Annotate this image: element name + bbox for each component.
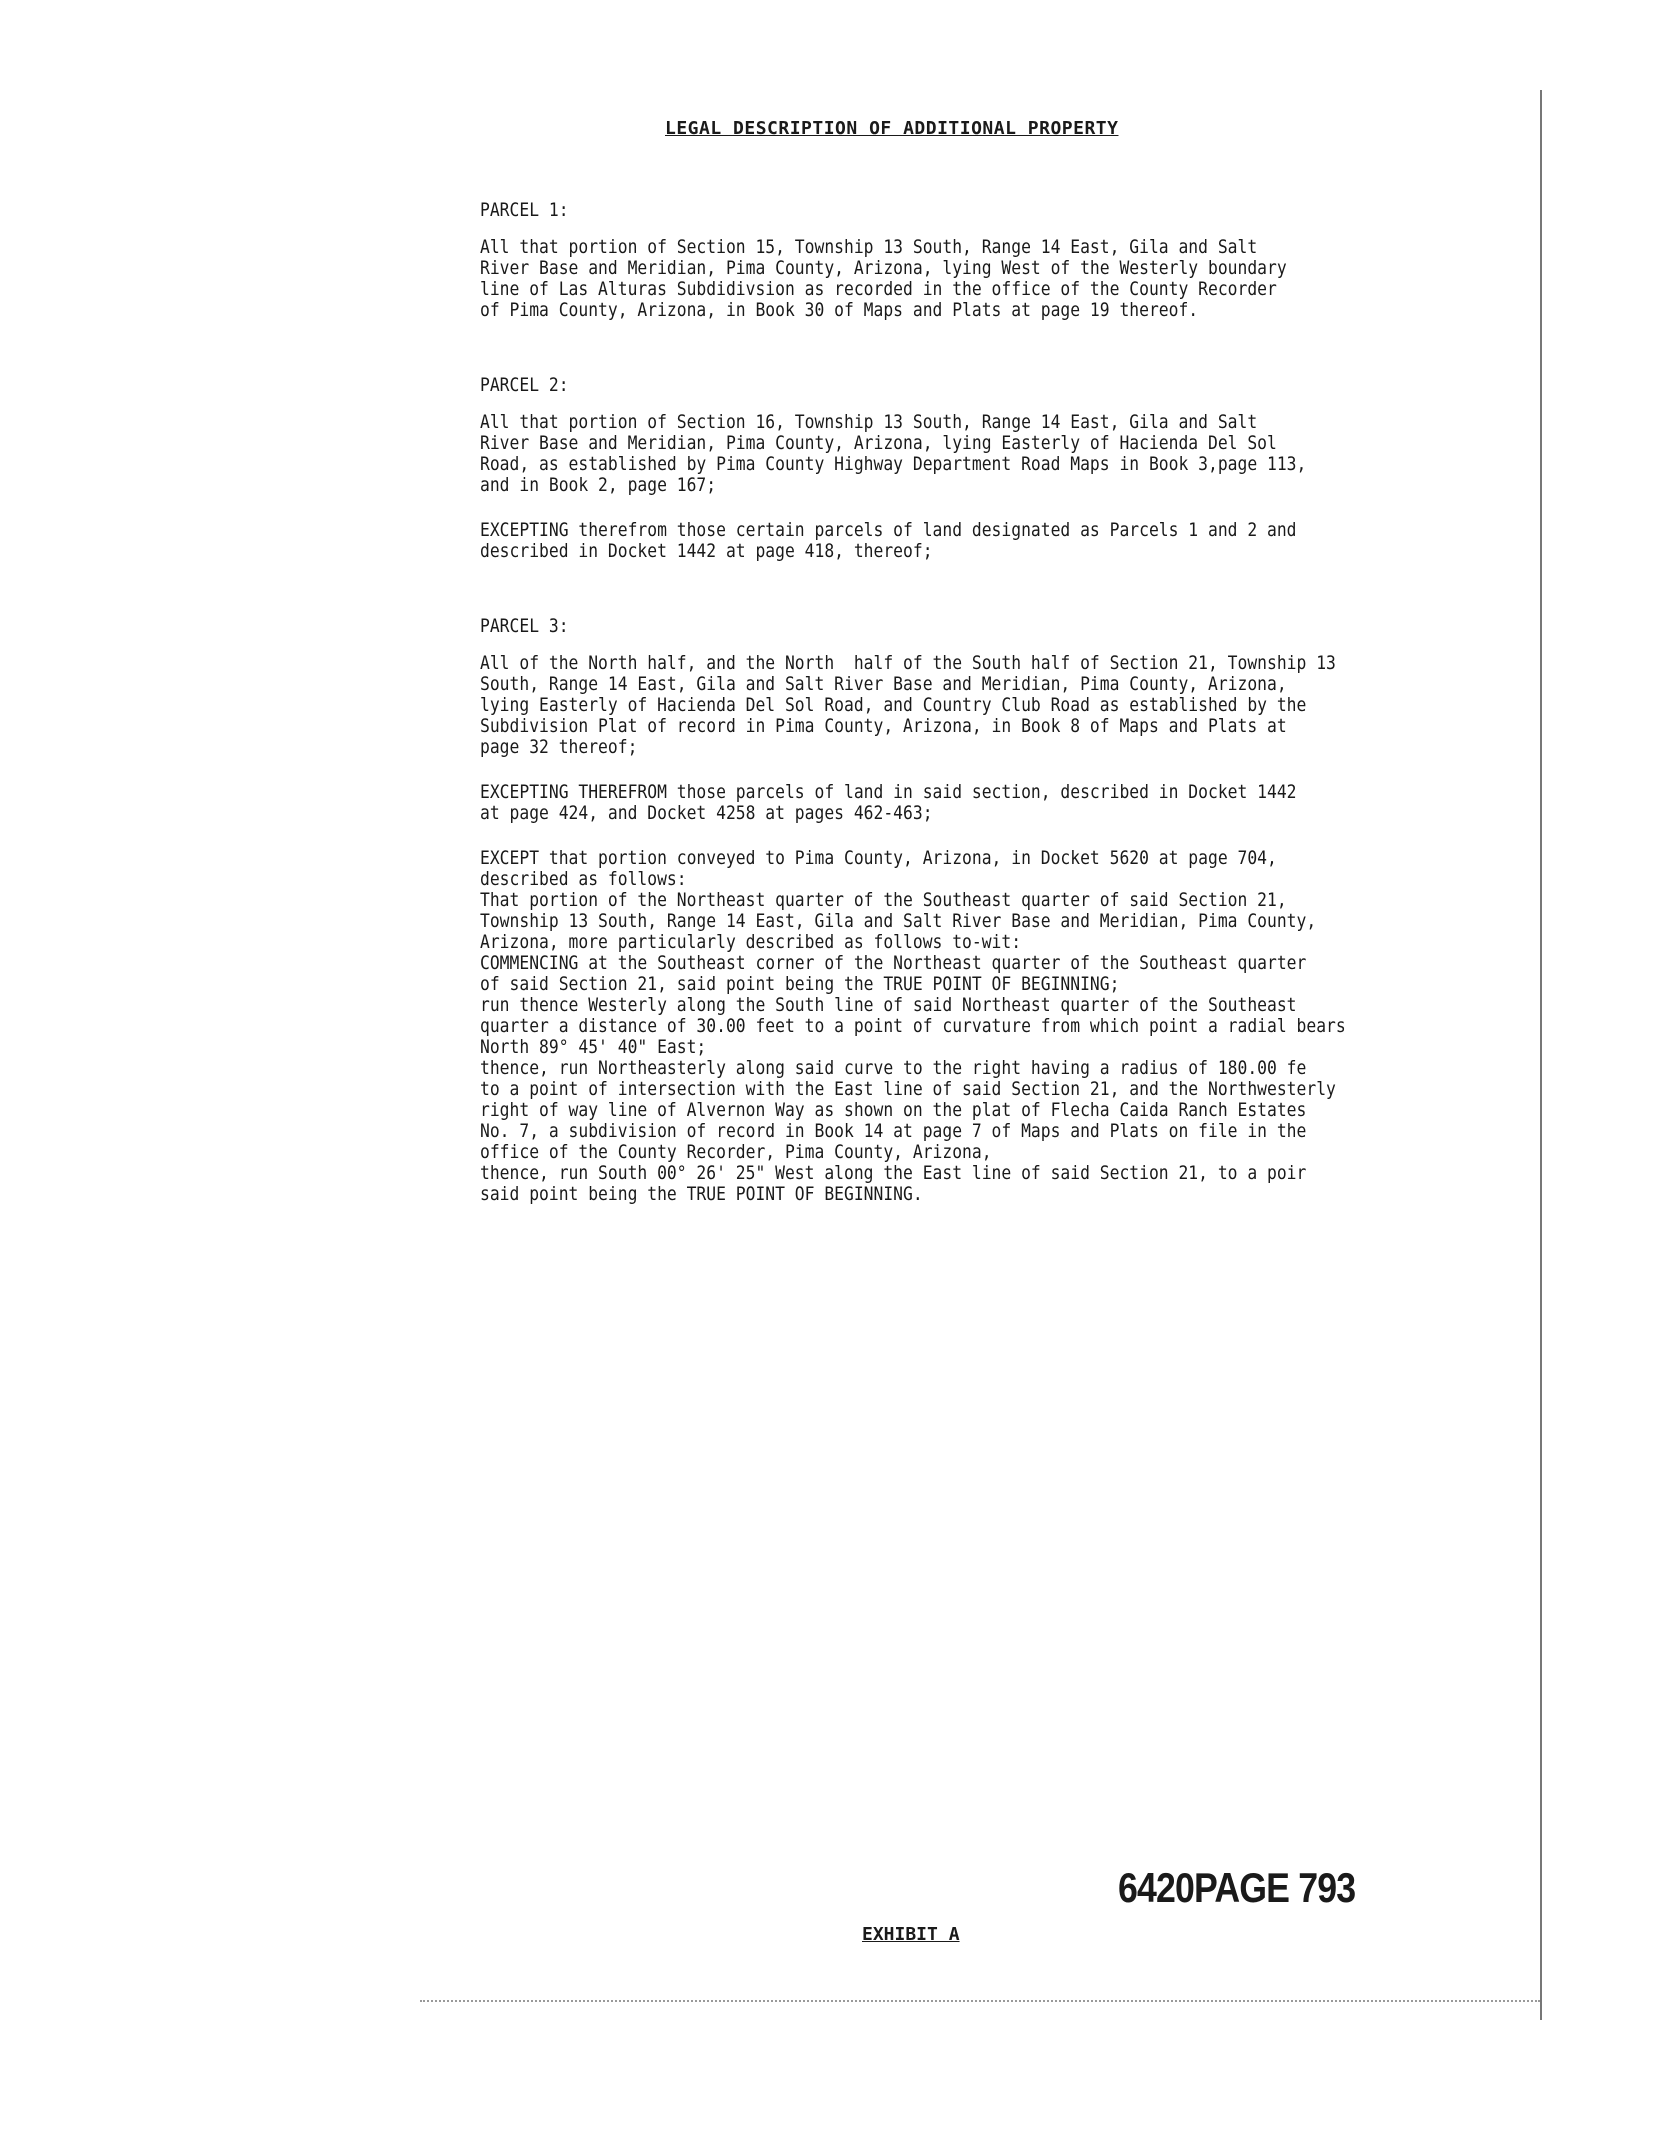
scan-edge-line (1540, 90, 1542, 2020)
parcel-3-westerly-line: run thence Westerly along the South line of said Northeast quarter of the Southeast quarter a distance of 30.00 feet to a point of curvature from which point a radial bears North 89° 45' 40" East; (480, 994, 1346, 1058)
document-body (480, 200, 1374, 1205)
parcel-3-excepting: EXCEPTING THEREFROM those parcels of land in said section, described in Docket 1442 at page 424, and Docket 4258 at pages 462-463; (480, 781, 1297, 824)
parcel-1-heading: PARCEL 1: (480, 199, 569, 221)
parcel-2-heading: PARCEL 2: (480, 374, 569, 396)
recording-stamp: 6420PAGE 793 (1118, 1864, 1356, 1911)
scan-noise-line (420, 2000, 1540, 2004)
exhibit-label: EXHIBIT A (862, 1924, 960, 1945)
parcel-3-heading: PARCEL 3: (480, 615, 569, 637)
parcel-3-northeasterly-line: thence, run Northeasterly along said curve to the right having a radius of 180.00 fe to a point of intersection with the East line of said Section 21, and the Northwesterly right of way line of Alvernon Way as shown on the plat of Flecha Caida Ranch Estates No. 7, a subdivision of record in Book 14 at page 7 of Maps and Plats on file in the office of the County Recorder, Pima County, Arizona, (480, 1057, 1336, 1163)
parcel-2-excepting: EXCEPTING therefrom those certain parcels of land designated as Parcels 1 and 2 and described in Docket 1442 at page 418, thereof; (480, 519, 1297, 562)
parcel-3-text: All of the North half, and the North half of the South half of Section 21, Township 13 South, Range 14 East, Gila and Salt River Base and Meridian, Pima County, Arizona, lying Easterly of Hacienda Del Sol Road, and Country Club Road as established by the Subdivision Plat of record in Pima County, Arizona, in Book 8 of Maps and Plats at page 32 thereof; (480, 652, 1336, 758)
document-title: LEGAL DESCRIPTION OF ADDITIONAL PROPERTY (665, 118, 1119, 139)
parcel-3-commencing-line: COMMENCING at the Southeast corner of the Northeast quarter of the Southeast quarter of said Section 21, said point being the TRUE POINT OF BEGINNING; (480, 952, 1307, 995)
parcel-2-text: All that portion of Section 16, Township 13 South, Range 14 East, Gila and Salt River Base and Meridian, Pima County, Arizona, lying Easterly of Hacienda Del Sol Road, as established by Pima County Highway Department Road Maps in Book 3,page 113, and in Book 2, page 167; (480, 411, 1307, 496)
parcel-3-except-intro: EXCEPT that portion conveyed to Pima County, Arizona, in Docket 5620 at page 704, described as follows: (480, 847, 1277, 890)
parcel-1-text: All that portion of Section 15, Township 13 South, Range 14 East, Gila and Salt River Base and Meridian, Pima County, Arizona, lying West of the Westerly boundary line of Las Alturas Subdidivsion as recorded in the office of the County Recorder of Pima County, Arizona, in Book 30 of Maps and Plats at page 19 thereof. (480, 236, 1287, 321)
parcel-3-south-line: thence, run South 00° 26' 25" West along the East line of said Section 21, to a poir said point being the TRUE POINT OF BEGINNING. (480, 1162, 1307, 1205)
parcel-3-description-line: That portion of the Northeast quarter of the Southeast quarter of said Section 21, Township 13 South, Range 14 East, Gila and Salt River Base and Meridian, Pima County, Arizona, more particularly described as follows to-wit: (480, 889, 1317, 953)
